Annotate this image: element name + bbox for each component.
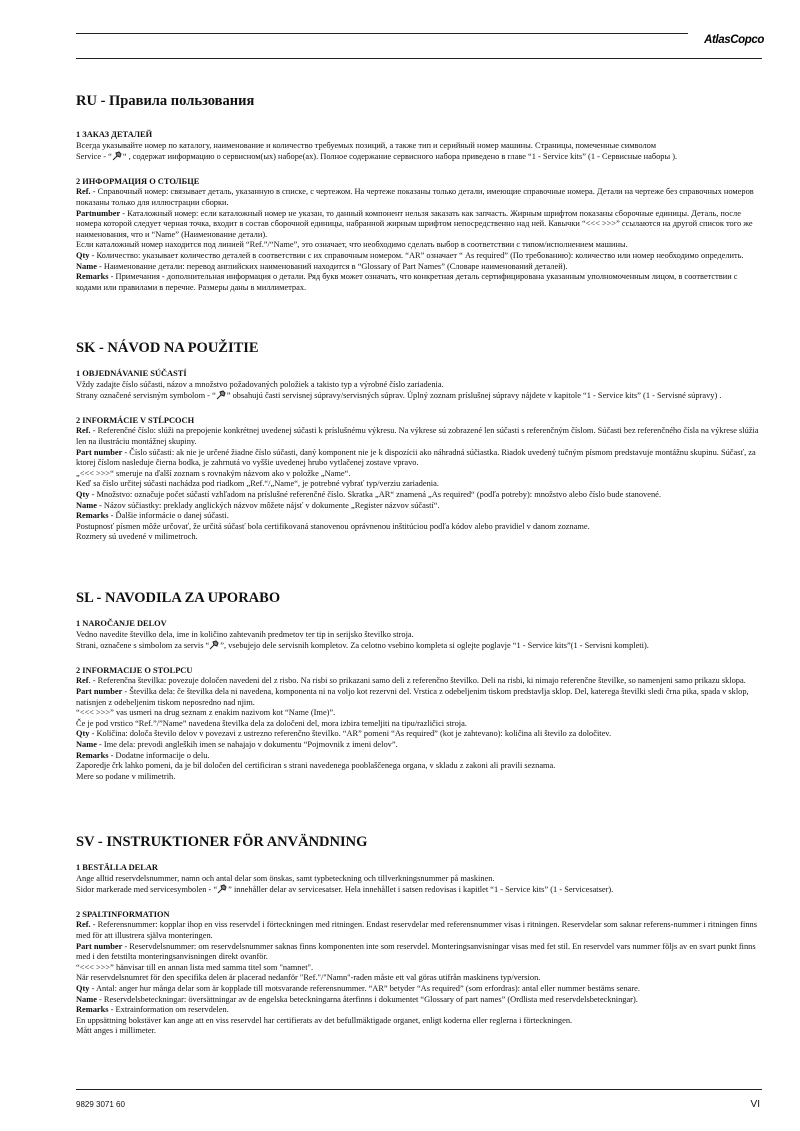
paragraph: [76, 209, 764, 241]
subsection-title: 1 BESTÄLLA DELAR: [76, 863, 158, 872]
paragraph: Всегда указывайте номер по каталогу, наименование и количество требуемых позиций, а также тип и серийный номер машины. Страницы, помеченные символом: [76, 140, 657, 150]
subsection-title: 1 OBJEDNÁVANIE SÚČASTÍ: [76, 369, 187, 378]
text: - Ime dela: prevodi angleških imen se nahajajo v dokumentu “Pojmovnik z imeni delov”.: [96, 739, 398, 749]
paragraph: Mere so podane v milimetrih.: [76, 771, 176, 781]
paragraph: [76, 687, 764, 708]
service-kit-icon: [112, 151, 123, 161]
text: Strany označené servisným symbolom - “: [76, 391, 216, 401]
paragraph: [76, 251, 764, 262]
label: Ref: [76, 676, 89, 686]
paragraph: [76, 490, 764, 501]
section-sl: [76, 589, 764, 782]
text: Strani, označene s simbolom za servis “: [76, 641, 210, 651]
paragraph: [76, 740, 764, 751]
label: Qty: [76, 250, 90, 260]
service-kit-icon: [217, 884, 228, 894]
section-title: RU - Правила пользования: [76, 93, 255, 109]
label: Qty: [76, 729, 90, 739]
paragraph: Ange alltid reservdelsnummer, namn och antal delar som önskas, samt typbeteckning och tillverkningsnummer på maskinen.: [76, 873, 495, 883]
text: Service - “: [76, 152, 112, 162]
paragraph: [76, 1005, 764, 1016]
paragraph: Vždy zadajte číslo súčasti, názov a množstvo požadovaných položiek a takisto typ a výrobné číslo zariadenia.: [76, 379, 444, 389]
label: Remarks: [76, 750, 109, 760]
label: Part number: [76, 686, 123, 696]
paragraph: Rozmery sú uvedené v milimetroch.: [76, 532, 198, 542]
label: Part number: [76, 941, 123, 951]
text: - Dodatne informacije o delu.: [108, 750, 210, 760]
paragraph: [76, 272, 764, 293]
paragraph: Если каталожный номер находится под линией “Ref.”/“Name”, это означает, что необходимо сделать выбор в соответствии с типом/исполнением машины.: [76, 240, 628, 250]
text: “ , содержат информацию о сервисном(ых) наборе(ах). Полное содержание сервисного набора приведено в главе “1 - Service kits” (1 - Сервисные наборы ).: [122, 152, 678, 162]
subsection-title: 2 ИНФОРМАЦИЯ О СТОЛБЦЕ: [76, 176, 200, 186]
paragraph: [76, 640, 764, 652]
text: - Справочный номер: связывает деталь, указанную в списке, с чертежом. На чертеже показаны только детали, имеющие справочные номера. Детали на чертеже без справочных номеров показаны только для иллюстрации сборки.: [76, 187, 754, 207]
paragraph: [76, 995, 764, 1006]
label: Name: [76, 261, 97, 271]
page-number: VI: [750, 1099, 760, 1110]
label: Partnumber: [76, 208, 121, 218]
document-number: 9829 3071 60: [76, 1100, 125, 1109]
label: Remarks: [76, 1005, 109, 1015]
subsection-title: 2 INFORMACIJE O STOLPCU: [76, 665, 193, 675]
text: - Názov súčiastky: preklady anglických názvov môžete nájsť v dokumente „Register názvov súčastí“.: [96, 500, 440, 510]
paragraph: [76, 511, 764, 522]
text: - Каталожный номер: если каталожный номер не указан, то данный компонент нельзя заказать как запчасть. Жирным шрифтом показаны сборочные единицы. Деталь, после номера которой следует черная точка, входит в состав сборочной единицы, набранной жирным шрифтом непосредственно над ней. Кавычки “<<< >>>” ссылаются на другой список того же наименования, что и “Name” (Наименование детали).: [76, 208, 753, 239]
paragraph: När reservdelsnumret för den specifika delen är placerad nedanför "Ref."/"Namn"-raden måste ett val göras utifrån maskinens typ/version.: [76, 973, 541, 983]
text: - Количество: указывает количество деталей в соответствии с их справочным номером. “AR” означает “ As required” (По требованию): количество или номер необходимо определить.: [89, 250, 744, 260]
section-sv: [76, 833, 764, 1037]
subsection-title: 1 NAROČANJE DELOV: [76, 619, 167, 628]
label: Ref.: [76, 187, 91, 197]
label: Ref.: [76, 426, 91, 436]
paragraph: [76, 676, 764, 687]
text: ”, vsebujejo dele servisnih kompletov. Za celotno vsebino kompleta si oglejte poglavje “1 - Service kits”(1 - Servisni kompleti).: [220, 641, 649, 651]
label: Qty: [76, 983, 90, 993]
label: Part number: [76, 447, 123, 457]
paragraph: [76, 390, 764, 402]
paragraph: [76, 151, 764, 163]
label: Name: [76, 500, 97, 510]
paragraph: “<<< >>>” hänvisar till en annan lista med samma titel som "namnet".: [76, 962, 314, 972]
paragraph: [76, 942, 764, 963]
text: - Referensnummer: kopplar ihop en viss reservdel i förteckningen med ritningen. Endast reservdelar med referensnummer visas i ritningen. Reservdelar som saknar referens-nummer i ritningen finns med för att illustrera själva monteringen.: [76, 920, 757, 940]
paragraph: Če je pod vrstico “Ref.”/”Name” navedena številka dela za določeni del, mora izbira temeljiti na tipu/različici stroja.: [76, 718, 467, 728]
text: - Množstvo: označuje počet súčastí vzhľadom na príslušné referenčné číslo. Skratka „AR“ znamená „As required“ (podľa potreby): množstvo alebo číslo bude stanovené.: [89, 489, 661, 499]
paragraph: [76, 262, 764, 273]
paragraph: [76, 984, 764, 995]
text: - Примечания - дополнительная информация о детали. Ряд букв может означать, что конкретная деталь сертифицирована указанным уполномоченным лицом, в соответствии с кодами или правилами в перечне. Размеры даны в миллиметрах.: [76, 272, 738, 292]
service-kit-icon: [216, 390, 227, 400]
paragraph: [76, 448, 764, 469]
text: - Količina: določa število delov v povezavi z ustrezno referenčno številko. “AR” pomeni “As required” (kot je zahtevano): količina ali število za določitev.: [89, 729, 612, 739]
header-rule-lower: [76, 58, 762, 59]
paragraph: [76, 884, 764, 896]
text: Sidor markerade med servicesymbolen - “: [76, 885, 218, 895]
paragraph: En uppsättning bokstäver kan ange att en viss reservdel har certifierats av det befullmäktigade organet, enligt koderna eller reglerna i förteckningen.: [76, 1015, 573, 1025]
paragraph: [76, 920, 764, 941]
paragraph: [76, 729, 764, 740]
text: - Extrainformation om reservdelen.: [108, 1005, 229, 1015]
paragraph: [76, 187, 764, 208]
section-ru: [76, 92, 764, 293]
footer-rule: [76, 1089, 762, 1090]
label: Name: [76, 994, 97, 1004]
paragraph: Postupnosť písmen môže určovať, že určitá súčasť bola certifikovaná stanovenou oprávnenou inštitúciou podľa kódov alebo pravidiel v danom zozname.: [76, 521, 590, 531]
paragraph: Zaporedje črk lahko pomeni, da je bil določen del certificiran s strani navedenega pooblaščenega organa, v skladu z zakoni ali pravili seznama.: [76, 761, 556, 771]
text: ” obsahujú časti servisnej súpravy/servisných súprav. Úplný zoznam príslušnej súpravy nájdete v kapitole “1 - Service kits” (1 - Servisné súpravy) .: [226, 391, 722, 401]
paragraph: Vedno navedite številko dela, ime in količino zahtevanih predmetov ter tip in serijsko številko stroja.: [76, 629, 414, 639]
text: - Ďalšie informácie o danej súčasti.: [108, 511, 229, 521]
paragraph: [76, 501, 764, 512]
text: - Наименование детали: перевод английских наименований находится в “Glossary of Part Names” (Словаре наименований деталей).: [96, 261, 568, 271]
text: ” innehåller delar av servicesatser. Hela innehållet i satsen redovisas i kapitlet “1 - Service kits” (1 - Servicesatser).: [228, 885, 614, 895]
label: Remarks: [76, 511, 109, 521]
paragraph: „<<< >>>“ smeruje na ďalší zoznam s rovnakým názvom ako v položke „Name“.: [76, 468, 351, 478]
section-title: SV - INSTRUKTIONER FÖR ANVÄNDNING: [76, 834, 368, 850]
label: Name: [76, 739, 97, 749]
text: - Číslo súčasti: ak nie je určené žiadne číslo súčasti, daný komponent nie je k dispozícii ako náhradná súčiastka. Riadok uvedený tučným písmom predstavuje montážnu skupinu. Súčasť, za ktorej číslom nasleduje čierna bodka, je zahrnutá vo vyššie uvedenej hrubo vytlačenej zostave vpravo.: [76, 447, 756, 468]
section-sk: [76, 339, 764, 543]
section-title: SL - NAVODILA ZA UPORABO: [76, 590, 281, 606]
subsection-title: 1 ЗАКАЗ ДЕТАЛЕЙ: [76, 130, 153, 139]
subsection-title: 2 SPALTINFORMATION: [76, 909, 170, 919]
text: - Referenčné číslo: slúži na prepojenie konkrétnej uvedenej súčasti k príslušnému výkresu. Na výkrese sú zobrazené len súčasti s referenčným číslom. Súčasti bez referenčného čísla na výkrese slúžia len na ilustráciu montážnej skupiny.: [76, 426, 759, 446]
paragraph: Keď sa číslo určitej súčasti nachádza pod riadkom „Ref.“/„Name“, je potrebné vybrať typ/verziu zariadenia.: [76, 479, 439, 489]
text: - Antal: anger hur många delar som är kopplade till motsvarande referensnummer. “AR” betyder “As required” (som erfordras): antal eller nummer bestäms senare.: [89, 983, 640, 993]
text: - Reservdelsnummer: om reservdelsnummer saknas finns komponenten inte som reservdel. Monteringsanvisningar visas med fet stil. En reservdel vars nummer följs av en svart punkt finns med i den fetstilta monteringsanvisningen direkt ovanför.: [76, 941, 756, 962]
service-kit-icon: [209, 640, 220, 650]
text: - Reservdelsbeteckningar: översättningar av de engelska beteckningarna återfinns i dokumentet “Glossary of part names” (Ordlista med reservdelsbeteckningar).: [96, 994, 638, 1004]
label: Qty: [76, 489, 90, 499]
label: Remarks: [76, 272, 109, 282]
label: Ref.: [76, 920, 91, 930]
text: - Številka dela: če številka dela ni navedena, komponenta ni na voljo kot rezervni del. Vrstica z odebeljenim tiskom predstavlja sklop. Del, katerega številki sledi črna pika, spada v sklop, natisnjen z odebeljenim tiskom neposredno nad njim.: [76, 686, 749, 707]
paragraph: “<<< >>>” vas usmeri na drug seznam z enakim nazivom kot “Name (Ime)”.: [76, 708, 336, 718]
paragraph: Mått anges i millimeter.: [76, 1026, 157, 1036]
subsection-title: 2 INFORMÁCIE V STĹPCOCH: [76, 415, 195, 425]
header-rule: [76, 33, 688, 34]
atlas-copco-logo: AtlasCopco: [704, 34, 764, 46]
paragraph: [76, 426, 764, 447]
section-title: SK - NÁVOD NA POUŽITIE: [76, 340, 259, 356]
paragraph: [76, 751, 764, 762]
text: . - Referenčna številka: povezuje določen navedeni del z risbo. Na risbi so prikazani samo deli z referenčno številko. Deli na risbi, ki nimajo referenčne številke, so namenjeni samo prikazu sklopa.: [88, 676, 746, 686]
